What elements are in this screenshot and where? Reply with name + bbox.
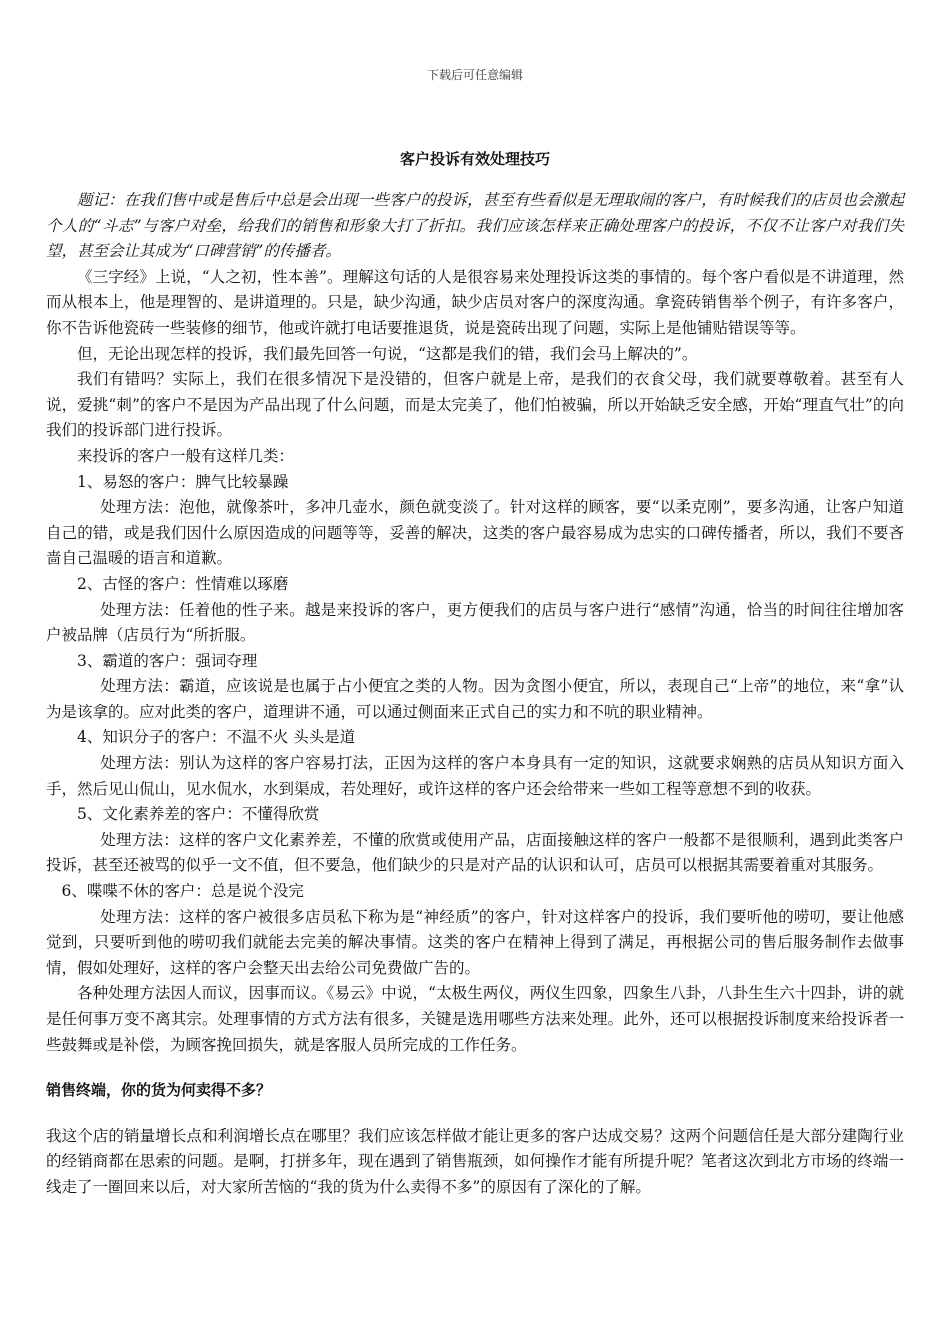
document-title: 客户投诉有效处理技巧 <box>399 150 550 168</box>
page-header-note: 下载后可任意编辑 <box>426 68 523 82</box>
method-paragraph: 处理方法：别认为这样的客户容易打法，正因为这样的客户本身具有一定的知识，这就要求娴熟的店员从知识方面入手，然后见山侃山，见水侃水，水到渠成，若处理好，或许这样的客户还会给带来一些如工程等意想不到的收获。 <box>46 754 904 798</box>
body-paragraph: 《三字经》上说，“人之初，性本善”。理解这句话的人是很容易来处理投诉这类的事情的。每个客户看似是不讲道理，然而从根本上，他是理智的、是讲道理的。只是，缺少沟通，缺少店员对客户的深度沟通。拿瓷砖销售举个例子，有许多客户，你不告诉他瓷砖一些装修的细节，他或许就打电话要推退货，说是瓷砖出现了问题，实际上是他铺贴错误等等。 <box>46 267 904 337</box>
method-paragraph: 处理方法：这样的客户被很多店员私下称为是“神经质”的客户，针对这样客户的投诉，我们要听他的唠叨，要让他感觉到，只要听到他的唠叨我们就能去完美的解决事情。这类的客户在精神上得到了满足，再根据公司的售后服务制作去做事情，假如处理好，这样的客户会整天出去给公司免费做广告的。 <box>46 907 904 977</box>
method-paragraph: 处理方法：霸道，应该说是也属于占小便宜之类的人物。因为贪图小便宜，所以，表现自己“上帝”的地位，来“拿”认为是该拿的。应对此类的客户，道理讲不通，可以通过侧面来正式自己的实力和不吭的职业精神。 <box>46 677 904 721</box>
list-heading: 1、易怒的客户：脾气比较暴躁 <box>77 472 289 491</box>
list-heading: 6、喋喋不休的客户：总是说个没完 <box>61 882 304 901</box>
list-heading: 2、古怪的客户：性情难以琢磨 <box>77 574 289 593</box>
method-paragraph: 处理方法：任着他的性子来。越是来投诉的客户，更方便我们的店员与客户进行“感情”沟通，恰当的时间往往增加客户被品牌（店员行为“所折服。 <box>46 600 904 645</box>
body-paragraph: 我们有错吗？实际上，我们在很多情况下是没错的，但客户就是上帝，是我们的衣食父母，我们就要尊敬着。甚至有人说，爱挑“刺”的客户不是因为产品出现了什么问题，而是太完美了，他们怕被骗，所以开始缺乏安全感，开始“理直气壮”的向我们的投诉部门进行投诉。 <box>46 370 904 440</box>
document-body <box>46 188 904 1201</box>
body-paragraph: 来投诉的客户一般有这样几类： <box>77 446 295 465</box>
method-paragraph: 处理方法：这样的客户文化素养差，不懂的欣赏或使用产品，店面接触这样的客户一般都不是很顺利，遇到此类客户投诉，甚至还被骂的似乎一文不值，但不要急，他们缺少的只是对产品的认识和认可，店员可以根据其需要着重对其服务。 <box>46 830 904 875</box>
body-paragraph: 但，无论出现怎样的投诉，我们最先回答一句说，“这都是我们的错，我们会马上解决的”。 <box>77 344 698 363</box>
body-paragraph: 各种处理方法因人而议，因事而议。《易云》中说，“太极生两仪，两仪生四象，四象生八卦，八卦生生六十四卦，讲的就是任何事万变不离其宗。处理事情的方式方法有很多，关键是选用哪些方法来处理。此外，还可以根据投诉制度来给投诉者一些鼓舞或是补偿，为顾客挽回损失，就是客服人员所完成的工作任务。 <box>46 984 904 1054</box>
section-title: 销售终端，你的货为何卖得不多？ <box>46 1081 272 1100</box>
list-heading: 4、知识分子的客户：不温不火 头头是道 <box>77 728 356 747</box>
list-heading: 5、文化素养差的客户：不懂得欣赏 <box>77 805 320 824</box>
list-heading: 3、霸道的客户：强词夺理 <box>77 651 258 670</box>
intro-paragraph: 题记：在我们售中或是售后中总是会出现一些客户的投诉，甚至有些看似是无理取闹的客户，有时候我们的店员也会激起个人的“斗志”与客户对垒，给我们的销售和形象大打了折扣。我们应该怎样来正确处理客户的投诉，不仅不让客户对我们失望，甚至会让其成为“口碑营销”的传播者。 <box>46 191 904 261</box>
method-paragraph: 处理方法：泡他，就像茶叶，多冲几壶水，颜色就变淡了。针对这样的顾客，要“以柔克刚”，要多沟通，让客户知道自己的错，或是我们因什么原因造成的问题等等，妥善的解决，这类的客户最容易成为忠实的口碑传播者，所以，我们不要吝啬自己温暖的语言和道歉。 <box>46 498 904 568</box>
section-paragraph: 我这个店的销量增长点和利润增长点在哪里？我们应该怎样做才能让更多的客户达成交易？这两个问题信任是大部分建陶行业的经销商都在思索的问题。是啊，打拼多年，现在遇到了销售瓶颈，如何操作才能有所提升呢？笔者这次到北方市场的终端一线走了一圈回来以后，对大家所苦恼的“我的货为什么卖得不多”的原因有了深化的了解。 <box>46 1126 904 1196</box>
